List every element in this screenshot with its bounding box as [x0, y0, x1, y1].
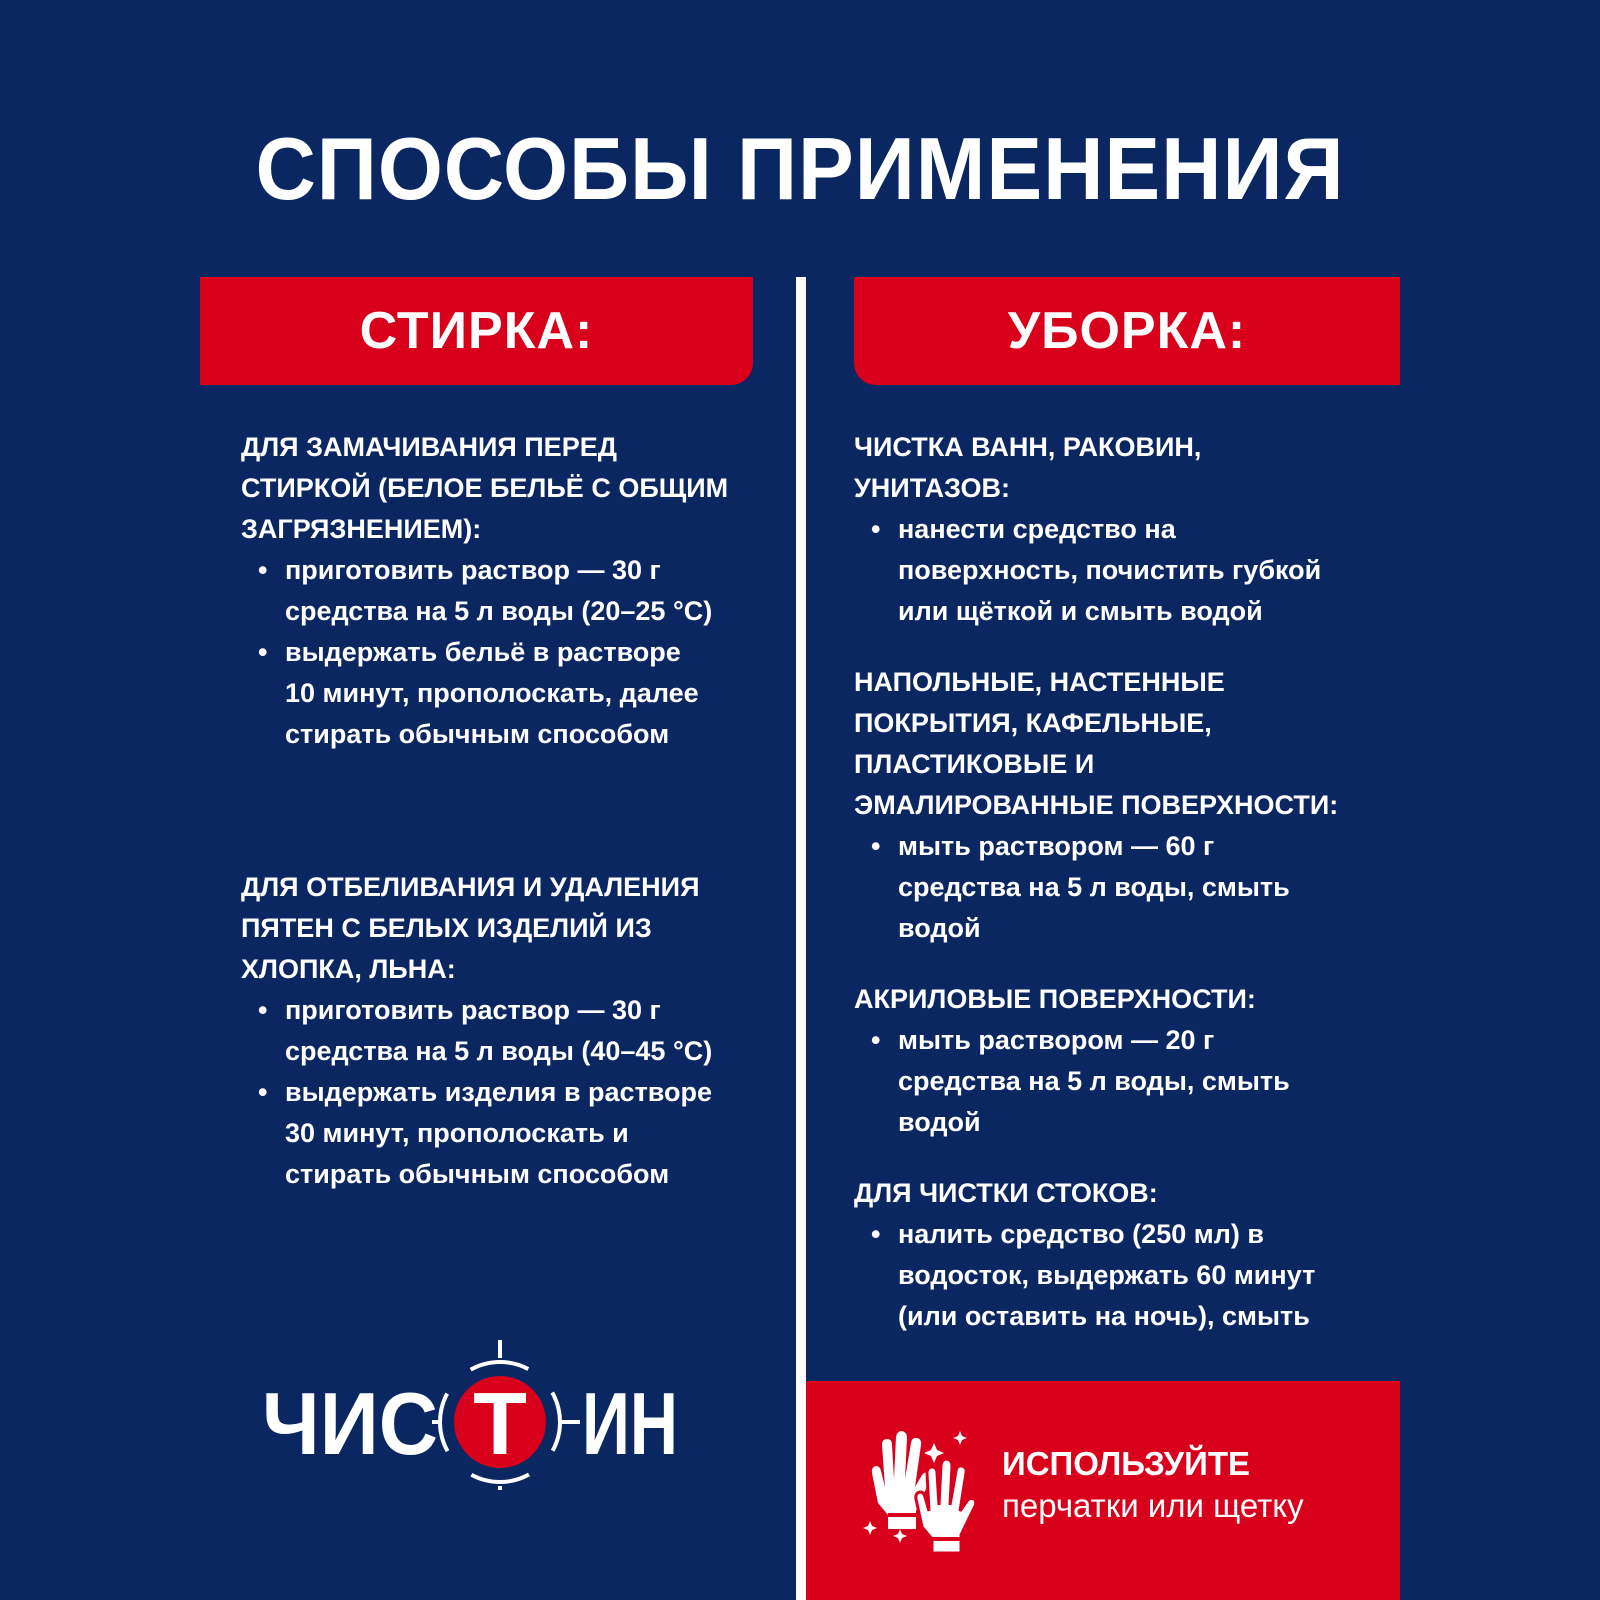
section-title-line: ЗАГРЯЗНЕНИЕМ):: [241, 514, 482, 544]
list-item-line: • приготовить раствор — 30 г: [285, 555, 661, 585]
list-item-line: водосток, выдержать 60 минут: [898, 1260, 1316, 1290]
list-item-line: водой: [898, 913, 981, 943]
cleaning-header: [854, 277, 1400, 385]
page-title: СПОСОБЫ ПРИМЕНЕНИЯ: [255, 119, 1345, 218]
cleaning-section-baths: [854, 427, 1384, 632]
list-item-line: средства на 5 л воды (20–25 °С): [285, 596, 713, 626]
gloves-notice: [806, 1381, 1400, 1600]
column-divider: [796, 277, 806, 1600]
logo-text-right: ИН: [582, 1374, 678, 1473]
list-item: [285, 990, 761, 1072]
section-title-line: НАПОЛЬНЫЕ, НАСТЕННЫЕ: [854, 667, 1225, 697]
instruction-list: [854, 826, 1384, 949]
list-item-line: средства на 5 л воды, смыть: [898, 1066, 1290, 1096]
logo-text-center: Т: [473, 1374, 527, 1473]
section-title-line: ПЛАСТИКОВЫЕ И: [854, 749, 1095, 779]
list-item: [285, 550, 761, 632]
list-item-line: • налить средство (250 мл) в: [898, 1219, 1264, 1249]
cleaning-column: [854, 427, 1384, 1337]
list-item: [285, 1072, 761, 1195]
logo-target-icon: [432, 1340, 580, 1490]
section-title-line: ДЛЯ ЗАМАЧИВАНИЯ ПЕРЕД: [241, 432, 617, 462]
chistin-logo: [262, 1340, 682, 1490]
instruction-list: [854, 1214, 1384, 1337]
instruction-list: [241, 990, 761, 1195]
list-item-line: поверхность, почистить губкой: [898, 555, 1322, 585]
notice-text: [1002, 1443, 1392, 1527]
list-item-line: 10 минут, прополоскать, далее: [285, 678, 699, 708]
cleaning-header-label: УБОРКА:: [1007, 302, 1247, 360]
washing-column: [241, 427, 761, 1195]
list-item-line: стирать обычным способом: [285, 719, 670, 749]
list-item-line: (или оставить на ночь), смыть: [898, 1301, 1310, 1331]
notice-line-1: ИСПОЛЬЗУЙТЕ: [1002, 1445, 1250, 1482]
section-title: [854, 1173, 1384, 1214]
list-item: [285, 632, 761, 755]
notice-line-2: перчатки или щетку: [1002, 1487, 1304, 1524]
list-item-line: • выдержать изделия в растворе: [285, 1077, 713, 1107]
list-item-line: 30 минут, прополоскать и: [285, 1118, 629, 1148]
list-item: [898, 826, 1384, 949]
section-title-line: ХЛОПКА, ЛЬНА:: [241, 954, 456, 984]
section-title-line: АКРИЛОВЫЕ ПОВЕРХНОСТИ:: [854, 984, 1256, 1014]
section-title-line: ДЛЯ ОТБЕЛИВАНИЯ И УДАЛЕНИЯ: [241, 872, 700, 902]
cleaning-section-floors: [854, 662, 1384, 949]
section-title: [241, 867, 761, 990]
instruction-list: [854, 1020, 1384, 1143]
list-item-line: или щёткой и смыть водой: [898, 596, 1263, 626]
list-item-line: средства на 5 л воды, смыть: [898, 872, 1290, 902]
list-item-line: стирать обычным способом: [285, 1159, 670, 1189]
section-title-line: СТИРКОЙ (БЕЛОЕ БЕЛЬЁ С ОБЩИМ: [241, 473, 729, 503]
gloves-icon: [860, 1425, 990, 1555]
logo-text-left: ЧИС: [262, 1374, 438, 1473]
instruction-list: [241, 550, 761, 755]
section-title: [854, 979, 1384, 1020]
section-title-line: ПЯТЕН С БЕЛЫХ ИЗДЕЛИЙ ИЗ: [241, 913, 652, 943]
washing-section-soak: [241, 427, 761, 755]
section-title-line: ЭМАЛИРОВАННЫЕ ПОВЕРХНОСТИ:: [854, 790, 1339, 820]
cleaning-section-acrylic: [854, 979, 1384, 1143]
section-title-line: ПОКРЫТИЯ, КАФЕЛЬНЫЕ,: [854, 708, 1212, 738]
washing-header: [200, 277, 753, 385]
section-title: [854, 662, 1384, 826]
cleaning-section-drains: [854, 1173, 1384, 1337]
list-item-line: средства на 5 л воды (40–45 °С): [285, 1036, 713, 1066]
section-title: [854, 427, 1384, 509]
section-title-line: ДЛЯ ЧИСТКИ СТОКОВ:: [854, 1178, 1158, 1208]
list-item-line: • приготовить раствор — 30 г: [285, 995, 661, 1025]
list-item: [898, 509, 1384, 632]
list-item-line: • мыть раствором — 60 г: [898, 831, 1215, 861]
section-title-line: ЧИСТКА ВАНН, РАКОВИН,: [854, 432, 1202, 462]
list-item-line: • выдержать бельё в растворе: [285, 637, 681, 667]
section-title: [241, 427, 761, 550]
washing-section-bleach: [241, 867, 761, 1195]
washing-header-label: СТИРКА:: [359, 302, 594, 360]
list-item: [898, 1214, 1384, 1337]
list-item-line: • нанести средство на: [898, 514, 1176, 544]
list-item-line: • мыть раствором — 20 г: [898, 1025, 1215, 1055]
list-item: [898, 1020, 1384, 1143]
list-item-line: водой: [898, 1107, 981, 1137]
section-title-line: УНИТАЗОВ:: [854, 473, 1011, 503]
instruction-list: [854, 509, 1384, 632]
